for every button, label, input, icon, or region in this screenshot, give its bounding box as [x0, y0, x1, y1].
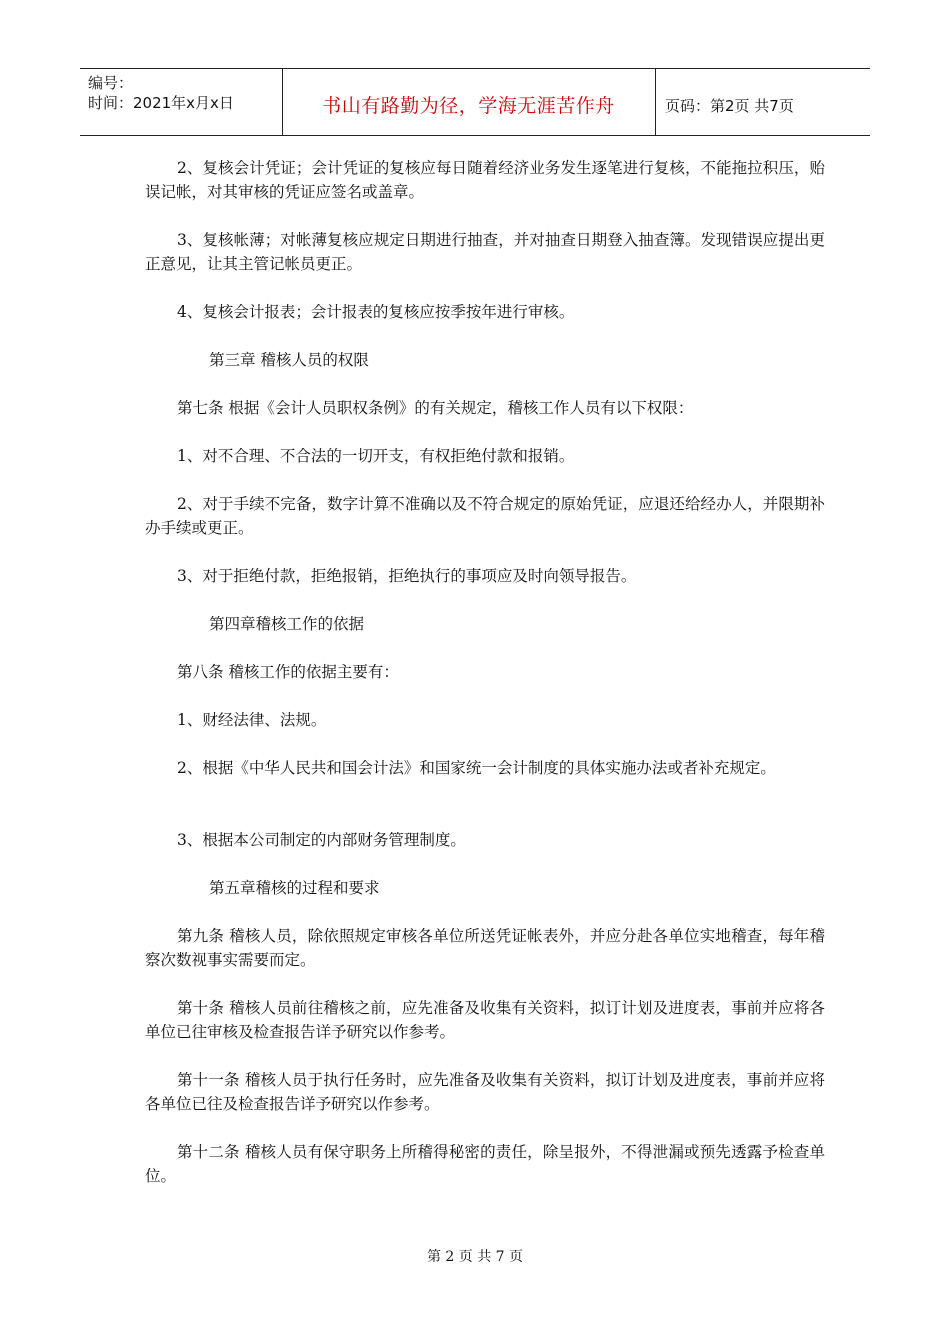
page-footer: 第 2 页 共 7 页 — [426, 1249, 524, 1265]
article-8-item-2: 2、根据《中华人民共和国会计法》和国家统一会计制度的具体实施办法或者补充规定。 — [177, 759, 776, 777]
time-label: 时间：2021年x月x日 — [88, 94, 234, 112]
paragraph-review-vouchers: 2、复核会计凭证；会计凭证的复核应每日随着经济业务发生逐笔进行复核，不能拖拉积压，贻误记帐，对其审核的凭证应签名或盖章。 — [145, 159, 825, 201]
article-7-item-3: 3、对于拒绝付款，拒绝报销，拒绝执行的事项应及时向领导报告。 — [177, 567, 637, 585]
header-divider-right — [655, 69, 656, 135]
article-9: 第九条 稽核人员，除依照规定审核各单位所送凭证帐表外，并应分赴各单位实地稽查，每年稽察次数视事实需要而定。 — [145, 927, 825, 969]
article-8-item-3: 3、根据本公司制定的内部财务管理制度。 — [177, 831, 466, 849]
chapter-3-heading: 第三章 稽核人员的权限 — [209, 351, 369, 369]
header-meta — [88, 73, 234, 113]
number-label: 编号： — [88, 74, 134, 92]
paragraph-review-books: 3、复核帐薄；对帐薄复核应规定日期进行抽查，并对抽查日期登入抽查簿。发现错误应提出更正意见，让其主管记帐员更正。 — [145, 231, 825, 273]
article-11: 第十一条 稽核人员于执行任务时，应先准备及收集有关资料，拟订计划及进度表，事前并应将各单位已往及检查报告详予研究以作参考。 — [145, 1071, 825, 1113]
article-7-item-2: 2、对于手续不完备，数字计算不准确以及不符合规定的原始凭证，应退还给经办人，并限期补办手续或更正。 — [145, 495, 825, 537]
page-header — [80, 68, 870, 136]
header-motto: 书山有路勤为径，学海无涯苦作舟 — [322, 95, 615, 117]
article-8-item-1: 1、财经法律、法规。 — [177, 711, 327, 729]
chapter-5-heading: 第五章稽核的过程和要求 — [209, 879, 380, 897]
document-body — [145, 156, 825, 1212]
chapter-4-heading: 第四章稽核工作的依据 — [209, 615, 365, 633]
header-page-info: 页码：第2页 共7页 — [665, 97, 794, 115]
article-7-item-1: 1、对不合理、不合法的一切开支，有权拒绝付款和报销。 — [177, 447, 575, 465]
article-8: 第八条 稽核工作的依据主要有： — [177, 663, 399, 681]
article-12: 第十二条 稽核人员有保守职务上所稽得秘密的责任，除呈报外，不得泄漏或预先透露予检查单位。 — [145, 1143, 825, 1185]
paragraph-review-reports: 4、复核会计报表；会计报表的复核应按季按年进行审核。 — [177, 303, 575, 321]
article-10: 第十条 稽核人员前往稽核之前，应先准备及收集有关资料，拟订计划及进度表，事前并应将各单位已往审核及检查报告详予研究以作参考。 — [145, 999, 825, 1041]
article-7: 第七条 根据《会计人员职权条例》的有关规定，稽核工作人员有以下权限： — [177, 399, 694, 417]
